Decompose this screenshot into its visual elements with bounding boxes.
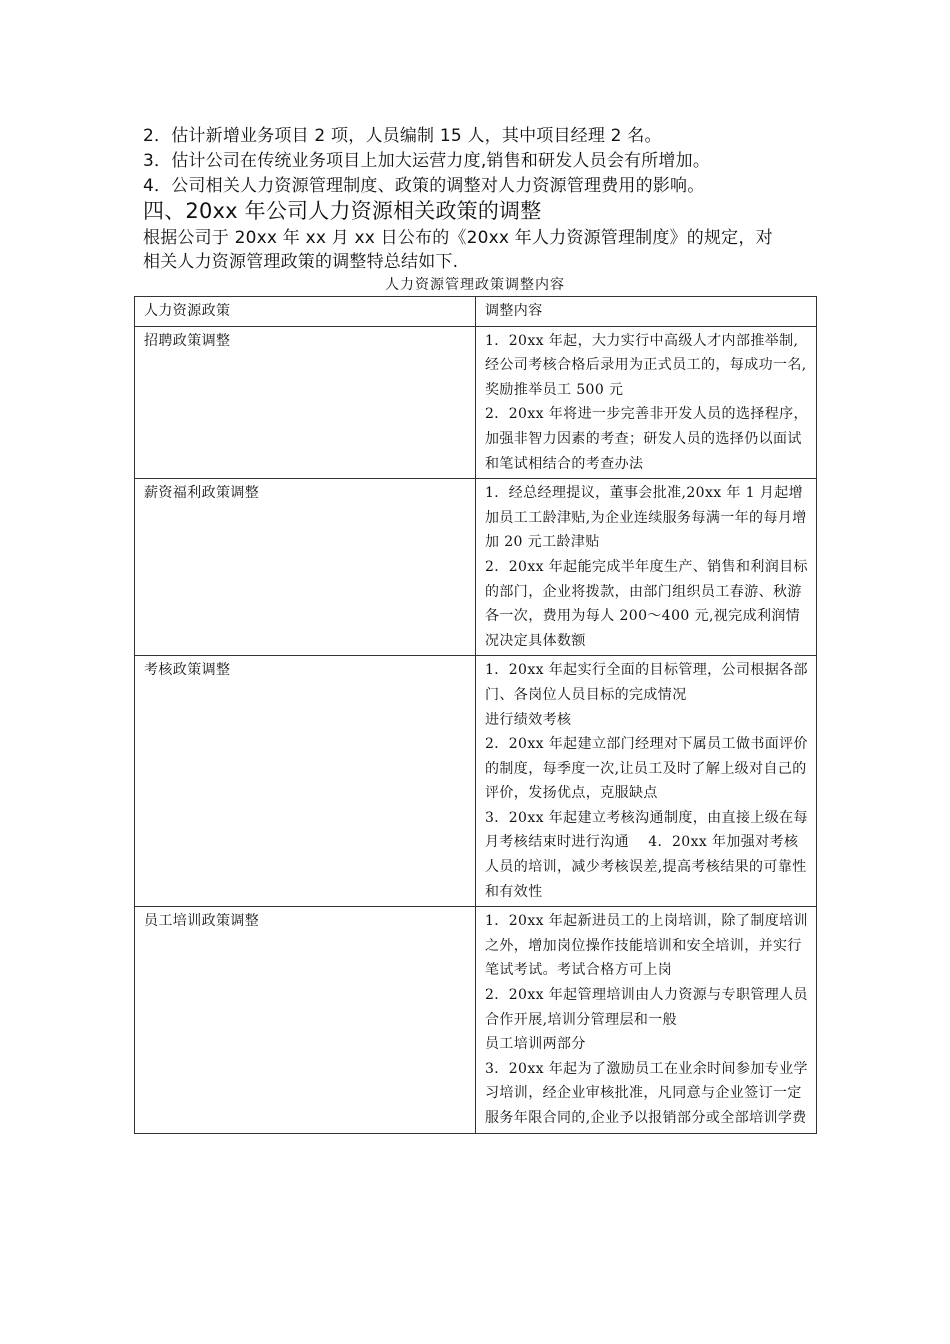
table-row: [135, 907, 817, 1133]
content-item: 3．20xx 年起建立考核沟通制度，由直接上级在每月考核结束时进行沟通 4．20xx 年加强对考核人员的培训，减少考核误差,提高考核结果的可靠性和有效性: [485, 809, 808, 900]
policy-cell: 招聘政策调整: [135, 326, 476, 479]
table-header-row: [135, 297, 817, 327]
content-item: 2．20xx 年起建立部门经理对下属员工做书面评价的制度，每季度一次,让员工及时了解上级对自己的评价，发扬优点，克服缺点: [485, 736, 808, 802]
policy-cell: 考核政策调整: [135, 656, 476, 907]
content-item: 1．20xx 年起新进员工的上岗培训，除了制度培训之外，增加岗位操作技能培训和安全培训，并实行笔试考试。考试合格方可上岗: [485, 913, 808, 979]
content-item: 1．经总经理提议，董事会批准,20xx 年 1 月起增加员工工龄津贴,为企业连续服务每满一年的每月增加 20 元工龄津贴: [485, 485, 807, 551]
content-item: 进行绩效考核: [485, 711, 572, 728]
content-item: 1．20xx 年起实行全面的目标管理，公司根据各部门、各岗位人员目标的完成情况: [485, 662, 808, 703]
table-row: [135, 656, 817, 907]
column-header: 调整内容: [476, 297, 817, 327]
policy-cell: 薪资福利政策调整: [135, 479, 476, 656]
section-title: 四、20xx 年公司人力资源相关政策的调整: [143, 199, 542, 223]
intro-line: 根据公司于 20xx 年 xx 月 xx 日公布的《20xx 年人力资源管理制度》的规定，对: [143, 228, 773, 248]
content-item: 2．20xx 年起管理培训由人力资源与专职管理人员合作开展,培训分管理层和一般: [485, 987, 808, 1028]
content-cell: [476, 907, 817, 1133]
content-item: 员工培训两部分: [485, 1036, 586, 1053]
paragraph-line: 3．估计公司在传统业务项目上加大运营力度,销售和研发人员会有所增加。: [143, 151, 711, 171]
policy-cell: 员工培训政策调整: [135, 907, 476, 1133]
content-item: 1．20xx 年起，大力实行中高级人才内部推举制,经公司考核合格后录用为正式员工的，每成功一名,奖励推举员工 500 元: [485, 332, 807, 398]
policy-table: [134, 296, 817, 1134]
intro-line: 相关人力资源管理政策的调整特总结如下.: [143, 252, 459, 272]
table-row: [135, 326, 817, 479]
content-cell: [476, 656, 817, 907]
content-item: 2．20xx 年将进一步完善非开发人员的选择程序，加强非智力因素的考查；研发人员的选择仍以面试和笔试相结合的考查办法: [485, 406, 808, 472]
column-header: 人力资源政策: [135, 297, 476, 327]
table-caption: 人力资源管理政策调整内容: [385, 277, 565, 293]
table-row: [135, 479, 817, 656]
content-item: 3．20xx 年起为了激励员工在业余时间参加专业学习培训，经企业审核批准，凡同意与企业签订一定服务年限合同的,企业予以报销部分或全部培训学费: [485, 1060, 808, 1126]
paragraph-line: 2．估计新增业务项目 2 项，人员编制 15 人，其中项目经理 2 名。: [143, 126, 662, 146]
content-item: 2．20xx 年起能完成半年度生产、销售和利润目标的部门，企业将拨款，由部门组织员工春游、秋游各一次，费用为每人 200～400 元,视完成利润情况决定具体数额: [485, 558, 808, 649]
content-cell: [476, 326, 817, 479]
content-cell: [476, 479, 817, 656]
paragraph-line: 4．公司相关人力资源管理制度、政策的调整对人力资源管理费用的影响。: [143, 176, 705, 196]
